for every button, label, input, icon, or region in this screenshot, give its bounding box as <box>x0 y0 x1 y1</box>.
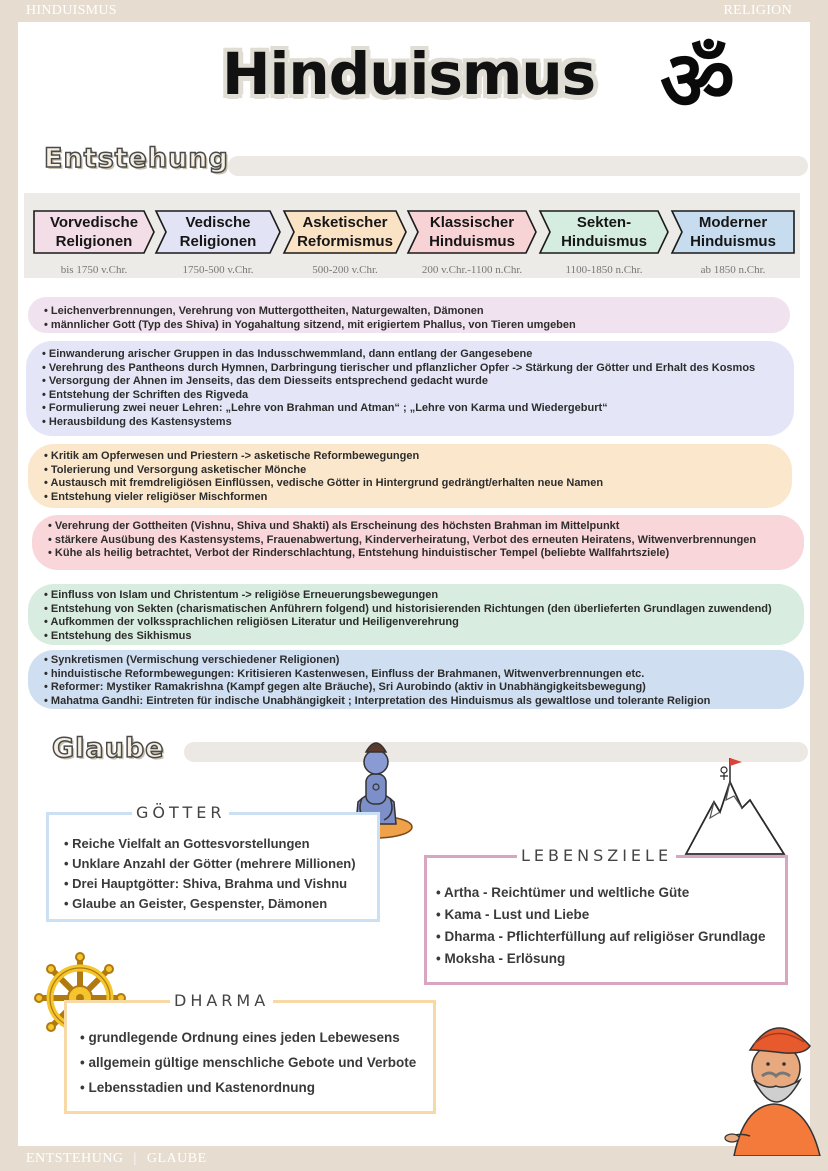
period-bullet: • Einwanderung arischer Gruppen in das Indusschwemmland, dann entlang der Gangesebene <box>42 348 533 360</box>
goetter-item: • Drei Hauptgötter: Shiva, Brahma und Vishnu <box>64 876 348 891</box>
period-bullet: • stärkere Ausübung des Kastensystems, Frauenabwertung, Kinderverheiratung, Verbot des erneuten Heiratens, Witwenverbrennungen <box>48 533 757 546</box>
timeline-stage-line2: Reformismus <box>297 233 393 250</box>
timeline-stage <box>282 209 408 255</box>
timeline-date: 500-200 v.Chr. <box>312 264 378 276</box>
period-bullet: • Versorgung der Ahnen im Jenseits, das dem Diesseits entsprechend gedacht wurde <box>42 375 489 387</box>
period-bullet: • Tolerierung und Versorgung asketischer Mönche <box>44 463 307 476</box>
footer-breadcrumb <box>26 1151 207 1167</box>
timeline-date: bis 1750 v.Chr. <box>60 264 128 276</box>
period-bullet: • Mahatma Gandhi: Eintreten für indische Unabhängigkeit ; Interpretation des Hinduismus als gewaltlose und tolerante Religion <box>44 694 711 707</box>
timeline-date: 1750-500 v.Chr. <box>182 264 254 276</box>
period-bullet: • hinduistische Reformbewegungen: Kritisieren Kastenwesen, Einfluss der Brahmanen, Witwenverbrennungen etc. <box>44 667 645 680</box>
period-bullet: • Kritik am Opferwesen und Priestern -> asketische Reformbewegungen <box>44 450 420 462</box>
period-bullet: • Herausbildung des Kastensystems <box>42 415 232 428</box>
goetter-item: • Glaube an Geister, Gespenster, Dämonen <box>64 896 328 911</box>
timeline-date: 1100-1850 n.Chr. <box>565 264 643 276</box>
period-bullet: • Leichenverbrennungen, Verehrung von Muttergottheiten, Naturgewalten, Dämonen <box>44 305 484 317</box>
om-symbol: ॐ <box>660 34 735 129</box>
section-title-entstehung: Entstehung <box>44 143 229 174</box>
timeline-stage-line2: Religionen <box>55 233 133 250</box>
lebensziele-item: • Moksha - Erlösung <box>436 951 566 966</box>
period-description <box>26 341 794 436</box>
period-bullet: • Austausch mit fremdreligiösen Einflüssen, vedische Götter in Hintergrund gedrängt/erhalten neue Namen <box>44 477 604 489</box>
period-bullet: • Einfluss von Islam und Christentum -> religiöse Erneuerungsbewegungen <box>44 589 439 601</box>
timeline-stage-line1: Moderner <box>698 214 768 231</box>
footer-left: ENTSTEHUNG <box>26 1151 124 1166</box>
section-bar-entstehung <box>228 156 808 176</box>
footer-separator: | <box>133 1151 137 1166</box>
period-description <box>28 444 792 508</box>
timeline-stage-line2: Hinduismus <box>429 233 515 250</box>
period-bullet: • Entstehung vieler religiöser Mischformen <box>44 490 268 503</box>
timeline-stage <box>154 209 282 255</box>
page-title: Hinduismus <box>222 40 596 108</box>
period-description <box>32 515 804 570</box>
period-bullet: • Entstehung der Schriften des Rigveda <box>42 388 249 401</box>
timeline-stage-line2: Hinduismus <box>561 233 647 250</box>
header-left: HINDUISMUS <box>26 3 117 18</box>
lebensziele-item: • Dharma - Pflichterfüllung auf religiöser Grundlage <box>436 929 766 944</box>
footer-right: GLAUBE <box>146 1151 207 1166</box>
timeline-stage-label <box>50 213 138 251</box>
dharma-item: • allgemein gültige menschliche Gebote und Verbote <box>80 1055 417 1070</box>
timeline-stage-line1: Klassischer <box>429 214 515 231</box>
timeline-stage-label <box>429 213 515 251</box>
period-bullet: • Entstehung von Sekten (charismatischen Anführern folgend) und historisierenden Richtungen (den überlieferten Grundlagen zuwendend) <box>44 602 772 615</box>
timeline-stage <box>538 209 670 255</box>
mountain-flag-illustration <box>684 752 788 856</box>
period-bullet: • Verehrung des Pantheons durch Hymnen, Darbringung tierischer und pflanzlicher Opfer -> Stärkung der Götter und Erhalt des Kosmos <box>42 361 756 374</box>
section-title-glaube: Glaube <box>52 733 165 764</box>
goetter-title: GÖTTER <box>132 803 229 822</box>
goetter-item: • Unklare Anzahl der Götter (mehrere Millionen) <box>64 856 356 871</box>
dharma-item: • Lebensstadien und Kastenordnung <box>80 1080 315 1095</box>
period-description <box>28 650 804 709</box>
timeline-stage-line1: Sekten- <box>576 214 632 231</box>
timeline-stage <box>670 209 796 255</box>
lebensziele-item: • Artha - Reichtümer und weltliche Güte <box>436 885 690 900</box>
timeline-stage-label <box>690 213 776 251</box>
goetter-item: • Reiche Vielfalt an Gottesvorstellungen <box>64 836 310 851</box>
timeline-stage <box>32 209 156 255</box>
timeline-stage-line2: Hinduismus <box>690 233 776 250</box>
dharma-item: • grundlegende Ordnung eines jeden Lebewesens <box>80 1030 400 1045</box>
timeline-stage-line1: Asketischer <box>302 214 388 231</box>
period-description <box>28 584 804 645</box>
header-right: RELIGION <box>723 3 792 18</box>
timeline-stage-line2: Religionen <box>179 233 257 250</box>
period-bullet: • Formulierung zwei neuer Lehren: „Lehre von Brahman und Atman“ ; „Lehre von Karma und Wiedergeburt“ <box>42 402 608 414</box>
timeline-stage-line1: Vedische <box>185 214 251 231</box>
timeline-stage-line1: Vorvedische <box>49 214 139 231</box>
period-bullet: • Entstehung des Sikhismus <box>44 629 192 642</box>
timeline-stage-label <box>297 213 393 251</box>
period-description <box>28 297 790 333</box>
timeline-stage-label <box>180 213 257 251</box>
period-bullet: • Kühe als heilig betrachtet, Verbot der Rinderschlachtung, Entstehung hinduistischer Tempel (beliebte Wallfahrtsziele) <box>48 547 670 559</box>
timeline-stage <box>406 209 538 255</box>
timeline-date: ab 1850 n.Chr. <box>700 264 766 276</box>
period-bullet: • Aufkommen der volkssprachlichen religiösen Literatur und Heiligenverehrung <box>44 616 459 628</box>
period-bullet: • Reformer: Mystiker Ramakrishna (Kampf gegen alte Bräuche), Sri Aurobindo (aktiv in Unabhängigkeitsbewegung) <box>44 681 646 693</box>
lebensziele-item: • Kama - Lust und Liebe <box>436 907 590 922</box>
lebensziele-title: LEBENSZIELE <box>517 846 676 865</box>
dharma-title: DHARMA <box>170 991 273 1010</box>
period-bullet: • Verehrung der Gottheiten (Vishnu, Shiva und Shakti) als Erscheinung des höchsten Brahman im Mittelpunkt <box>48 520 620 532</box>
timeline-date: 200 v.Chr.-1100 n.Chr. <box>421 264 523 276</box>
timeline-stage-label <box>561 213 647 251</box>
period-bullet: • Synkretismen (Vermischung verschiedener Religionen) <box>44 654 340 666</box>
sadhu-illustration <box>724 1006 824 1156</box>
period-bullet: • männlicher Gott (Typ des Shiva) in Yogahaltung sitzend, mit erigiertem Phallus, von Tieren umgeben <box>44 318 576 331</box>
